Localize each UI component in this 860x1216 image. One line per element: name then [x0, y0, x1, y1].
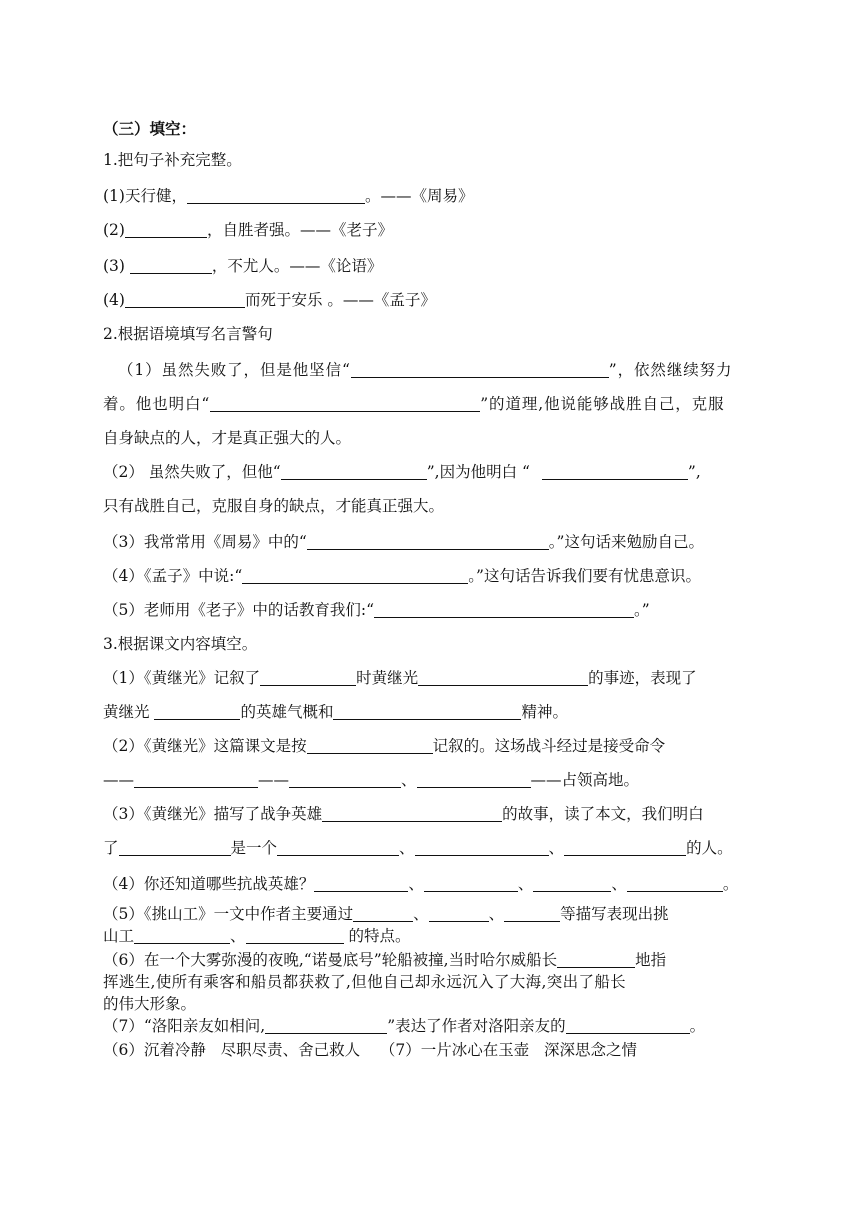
q1-line-4	[103, 290, 436, 310]
q2-p1a-post: ”，依然继续努力	[608, 361, 733, 379]
section-heading: （三）填空：	[103, 119, 197, 138]
q2-p5-pre: （5）老师用《老子》中的话教育我们:“	[103, 601, 375, 619]
q3-p7-pre: （7）“洛阳亲友如相问,	[103, 1017, 266, 1035]
q3-p3b-c: 、	[399, 839, 415, 857]
blank[interactable]	[627, 875, 723, 892]
q1-title: 1.把句子补充完整。	[103, 151, 242, 169]
q3-p1a-mid: 时黄继光	[356, 669, 419, 687]
blank[interactable]	[418, 669, 588, 686]
q3-p2-line-b	[103, 770, 639, 790]
q3-p4	[103, 874, 738, 894]
q3-p7-mid: ”表达了作者对洛阳亲友的	[387, 1017, 566, 1035]
blank[interactable]	[504, 905, 560, 922]
q1-l4-post: 而死于安乐 。——《孟子》	[244, 291, 436, 309]
q2-p5-post: 。”	[634, 601, 650, 619]
q1-l3-post: ，不尤人。——《论语》	[211, 257, 383, 275]
blank[interactable]	[424, 875, 518, 892]
blank[interactable]	[564, 839, 686, 856]
blank[interactable]	[429, 905, 489, 922]
q2-p1b-pre: 着。他也明白“	[103, 395, 211, 413]
blank[interactable]	[246, 927, 344, 944]
q3-p5a-pre: （5）《挑山工》一文中作者主要通过	[103, 905, 354, 923]
answer-key: （6）沉着冷静 尽职尽责、舍己救人 （7）一片冰心在玉壶 深深思念之情	[103, 1041, 637, 1059]
q3-p5a-s1: 、	[413, 905, 429, 923]
blank[interactable]	[265, 1017, 387, 1034]
q3-p6a-post: 地指	[635, 951, 667, 969]
blank[interactable]	[281, 463, 427, 480]
blank[interactable]	[351, 361, 609, 378]
q2-p2a-post: ”,	[687, 463, 701, 481]
q2-p2a-pre: （2） 虽然失败了，但他“	[103, 463, 281, 481]
q1-line-1	[103, 186, 473, 206]
q2-p5	[103, 600, 650, 620]
q3-p2b-c: 、	[401, 771, 417, 789]
blank[interactable]	[210, 395, 480, 412]
q3-p5b-pre: 山工	[103, 927, 135, 945]
q3-p1b-pre: 黄继光	[103, 703, 155, 721]
q3-p4-post: 。	[722, 875, 739, 893]
q3-p3a-pre: （3）《黄继光》描写了战争英雄	[103, 805, 323, 823]
q3-p1a-post: 的事迹，表现了	[588, 669, 697, 687]
q3-p4-s2: 、	[517, 875, 534, 893]
q3-p7	[103, 1016, 705, 1036]
q1-l4-pre: (4)	[103, 291, 125, 309]
q2-p4-pre: （4）《孟子》中说:“	[103, 567, 243, 585]
q2-p4	[103, 566, 701, 586]
q3-p3a-post: 的故事，读了本文，我们明白	[502, 805, 704, 823]
q3-p6a-pre: （6）在一个大雾弥漫的夜晚,“诺曼底号”轮船被撞,当时哈尔威船长	[103, 951, 558, 969]
q2-p1-line-a	[118, 360, 732, 380]
q2-p2-line-b: 只有战胜自己，克服自身的缺点，才能真正强大。	[103, 497, 445, 515]
q1-l3-pre: (3)	[103, 257, 130, 275]
q3-p1a-pre: （1）《黄继光》记叙了	[103, 669, 261, 687]
q3-p2b-d: ——占领高地。	[530, 771, 640, 789]
q3-p3b-e: 的人。	[686, 839, 733, 857]
q3-p2b-b: ——	[258, 771, 289, 789]
blank[interactable]	[322, 805, 502, 822]
q2-title: 2.根据语境填写名言警句	[103, 325, 273, 343]
q3-p6-line-c: 的伟大形象。	[103, 995, 197, 1013]
q2-p2-line-a	[103, 462, 701, 482]
q3-p2b-a: ——	[103, 771, 134, 789]
q3-p3-line-b	[103, 838, 733, 858]
q3-p4-pre: （4）你还知道哪些抗战英雄？	[103, 875, 315, 893]
q3-p1b-post: 精神。	[521, 703, 568, 721]
blank[interactable]	[314, 875, 408, 892]
q3-p3b-a: 了	[103, 839, 119, 857]
q1-line-2	[103, 220, 393, 240]
q3-p1-line-b	[103, 702, 568, 722]
blank[interactable]	[125, 221, 207, 238]
blank[interactable]	[134, 927, 230, 944]
q1-l1-post: 。——《周易》	[364, 187, 474, 205]
q3-p5-line-a	[103, 904, 669, 924]
q1-l2-pre: (2)	[103, 221, 125, 239]
blank[interactable]	[277, 839, 399, 856]
q2-p3	[103, 532, 704, 552]
q3-p1-line-a	[103, 668, 697, 688]
blank[interactable]	[533, 875, 611, 892]
q3-p4-s1: 、	[408, 875, 424, 893]
q3-p5-line-b	[103, 926, 410, 946]
blank[interactable]	[415, 839, 549, 856]
q1-line-3	[103, 256, 382, 276]
q2-p1-line-c: 自身缺点的人，才是真正强大的人。	[103, 429, 352, 447]
q2-p1a-pre: （1）虽然失败了，但是他坚信“	[118, 361, 351, 379]
blank[interactable]	[307, 737, 433, 754]
q3-p2-line-a	[103, 736, 665, 756]
blank[interactable]	[307, 533, 549, 550]
q3-title: 3.根据课文内容填空。	[103, 635, 258, 653]
blank[interactable]	[353, 905, 413, 922]
q3-p3b-b: 是一个	[230, 839, 278, 857]
q1-l1-pre: (1)天行健，	[103, 187, 187, 205]
blank[interactable]	[260, 669, 356, 686]
q3-p7-post: 。	[689, 1017, 706, 1035]
blank[interactable]	[374, 601, 634, 618]
blank[interactable]	[417, 771, 531, 788]
q3-p2a-pre: （2）《黄继光》这篇课文是按	[103, 737, 307, 755]
q3-p4-s3: 、	[611, 875, 627, 893]
q3-p6-line-a	[103, 950, 666, 970]
blank[interactable]	[333, 703, 521, 720]
blank[interactable]	[566, 1017, 690, 1034]
blank[interactable]	[542, 463, 688, 480]
q2-p4-post: 。”这句话告诉我们要有忧患意识。	[468, 567, 701, 585]
q2-p1b-post: ”的道理,他说能够战胜自己，克服	[480, 395, 725, 413]
q2-p1-line-b	[103, 394, 725, 414]
q3-p5a-s2: 、	[488, 905, 505, 923]
blank[interactable]	[154, 703, 240, 720]
q3-p5b-s1: 、	[230, 927, 246, 945]
blank[interactable]	[134, 771, 258, 788]
q3-p1b-mid: 的英雄气概和	[240, 703, 334, 721]
q3-p3-line-a	[103, 804, 704, 824]
q3-p5b-post: 的特点。	[343, 927, 411, 945]
q2-p3-pre: （3）我常常用《周易》中的“	[103, 533, 307, 551]
q3-p6-line-b: 挥逃生,使所有乘客和船员都获救了,但他自己却永远沉入了大海,突出了船长	[103, 973, 627, 991]
blank[interactable]	[187, 187, 365, 204]
blank[interactable]	[289, 771, 401, 788]
blank[interactable]	[125, 291, 245, 308]
q2-p3-post: 。”这句话来勉励自己。	[548, 533, 704, 551]
q2-p2a-mid: ”,因为他明白 “	[426, 463, 530, 481]
blank[interactable]	[242, 567, 468, 584]
blank[interactable]	[557, 951, 635, 968]
q3-p3b-d: 、	[548, 839, 565, 857]
q1-l2-post: ，自胜者强。——《老子》	[206, 221, 393, 239]
q3-p5a-post: 等描写表现出挑	[560, 905, 669, 923]
q3-p2a-post: 记叙的。这场战斗经过是接受命令	[432, 737, 666, 755]
blank[interactable]	[119, 839, 231, 856]
blank[interactable]	[130, 257, 212, 274]
